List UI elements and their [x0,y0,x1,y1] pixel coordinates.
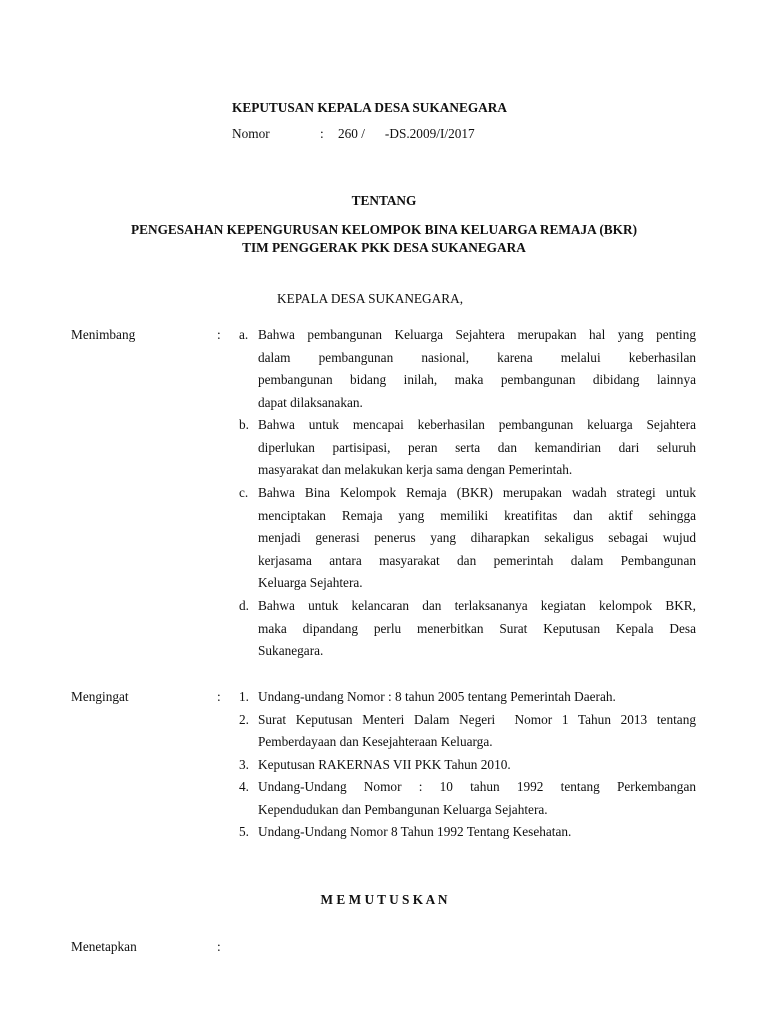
menimbang-marker-a: a. [239,327,249,342]
document-title: KEPUTUSAN KEPALA DESA SUKANEGARA [232,100,507,115]
menimbang-b-line-3: masyarakat dan melakukan kerja sama dengan Pemerintah. [258,462,573,477]
menimbang-c-line-2: menciptakan Remaja yang memiliki kreatifitas dan aktif sehingga [258,507,696,523]
mengingat-label: Mengingat [71,689,129,704]
menimbang-d-line-2: maka dipandang perlu menerbitkan Surat Keputusan Kepala Desa [258,620,696,636]
menimbang-c-line-4: kerjasama antara masyarakat dan pemerintah dalam Pembangunan [258,552,696,568]
nomor-value: 260 / -DS.2009/I/2017 [338,126,475,141]
menimbang-a-line-2: dalam pembangunan nasional, karena melalui keberhasilan [258,349,696,365]
menimbang-marker-c: c. [239,485,249,500]
mengingat-4-line-2: Kependudukan dan Pembangunan Keluarga Sejahtera. [258,801,548,817]
menimbang-marker-b: b. [239,417,249,432]
menetapkan-label: Menetapkan [71,939,137,954]
menimbang-c-line-3: menjadi generasi penerus yang diharapkan sekaligus sebagai wujud [258,530,696,545]
mengingat-marker-1: 1. [239,689,249,704]
menimbang-a-line-4: dapat dilaksanakan. [258,394,363,410]
mengingat-1-line-1: Undang-undang Nomor : 8 tahun 2005 tentang Pemerintah Daerah. [258,689,616,704]
mengingat-marker-3: 3. [239,756,249,772]
menimbang-b-line-2: diperlukan partisipasi, peran serta dan kemandirian dari seluruh [258,439,696,455]
mengingat-marker-5: 5. [239,824,249,839]
mengingat-marker-4: 4. [239,779,249,794]
issuer-line: KEPALA DESA SUKANEGARA, [277,291,464,306]
menimbang-colon: : [217,327,221,342]
mengingat-3-line-1: Keputusan RAKERNAS VII PKK Tahun 2010. [258,756,511,772]
mengingat-5-line-1: Undang-Undang Nomor 8 Tahun 1992 Tentang Kesehatan. [258,824,572,839]
nomor-label: Nomor [232,126,270,141]
subject-line-1: PENGESAHAN KEPENGURUSAN KELOMPOK BINA KELUARGA REMAJA (BKR) [130,222,638,237]
menimbang-label: Menimbang [71,327,136,342]
menimbang-a-line-3: pembangunan bidang inilah, maka pembangunan dibidang lainnya [258,372,696,387]
mengingat-4-line-1: Undang-Undang Nomor : 10 tahun 1992 tentang Perkembangan [258,779,696,794]
menimbang-b-line-1: Bahwa untuk mencapai keberhasilan pembangunan keluarga Sejahtera [258,417,696,432]
menimbang-a-line-1: Bahwa pembangunan Keluarga Sejahtera merupakan hal yang penting [258,327,696,342]
menimbang-d-line-3: Sukanegara. [258,643,324,658]
memutuskan-heading: M E M U T U S K A N [320,892,448,907]
menimbang-c-line-1: Bahwa Bina Kelompok Remaja (BKR) merupakan wadah strategi untuk [258,485,696,500]
tentang-heading: TENTANG [351,193,417,208]
subject-line-2: TIM PENGGERAK PKK DESA SUKANEGARA [242,240,526,255]
mengingat-marker-2: 2. [239,711,249,727]
menimbang-c-line-5: Keluarga Sejahtera. [258,575,363,590]
menimbang-marker-d: d. [239,598,249,613]
menimbang-d-line-1: Bahwa untuk kelancaran dan terlaksananya kegiatan kelompok BKR, [258,598,696,613]
mengingat-colon: : [217,689,221,704]
mengingat-2-line-2: Pemberdayaan dan Kesejahteraan Keluarga. [258,734,493,749]
menetapkan-colon: : [217,939,221,954]
nomor-colon: : [320,126,324,141]
mengingat-2-line-1: Surat Keputusan Menteri Dalam Negeri Nomor 1 Tahun 2013 tentang [258,711,696,727]
